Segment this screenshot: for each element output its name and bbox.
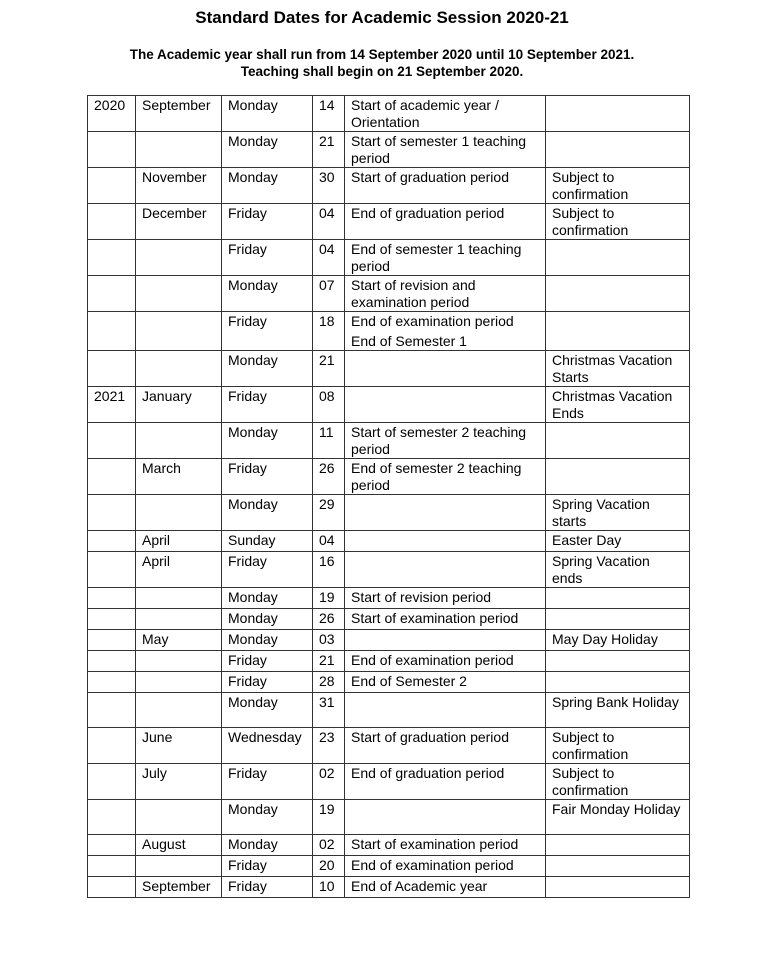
date-cell bbox=[313, 531, 345, 552]
month-text: May bbox=[142, 631, 169, 647]
month-cell bbox=[136, 276, 222, 312]
date-text: 07 bbox=[319, 277, 335, 293]
event-text: Start of semester 1 teaching period bbox=[351, 133, 527, 166]
day-cell bbox=[222, 630, 313, 651]
note-cell bbox=[546, 240, 690, 276]
day-cell bbox=[222, 96, 313, 132]
event-text: Start of revision and examination period bbox=[351, 277, 476, 310]
year-cell bbox=[88, 240, 136, 276]
day-cell bbox=[222, 800, 313, 835]
day-cell bbox=[222, 132, 313, 168]
day-cell bbox=[222, 651, 313, 672]
date-cell bbox=[313, 800, 345, 835]
event-text: End of examination period bbox=[351, 652, 514, 668]
day-text: Monday bbox=[228, 97, 278, 113]
date-cell bbox=[313, 630, 345, 651]
month-cell bbox=[136, 312, 222, 351]
month-cell bbox=[136, 204, 222, 240]
month-cell bbox=[136, 387, 222, 423]
month-text: September bbox=[142, 97, 211, 113]
year-cell bbox=[88, 672, 136, 693]
month-text: January bbox=[142, 388, 192, 404]
year-cell bbox=[88, 877, 136, 898]
event-cell bbox=[345, 240, 546, 276]
table-row bbox=[88, 387, 690, 423]
day-cell bbox=[222, 877, 313, 898]
date-text: 21 bbox=[319, 652, 335, 668]
day-text: Monday bbox=[228, 496, 278, 512]
day-cell bbox=[222, 387, 313, 423]
table-row bbox=[88, 856, 690, 877]
event-cell bbox=[345, 877, 546, 898]
note-cell bbox=[546, 168, 690, 204]
note-cell bbox=[546, 459, 690, 495]
event-cell bbox=[345, 204, 546, 240]
table-row bbox=[88, 531, 690, 552]
note-cell bbox=[546, 800, 690, 835]
month-text: March bbox=[142, 460, 181, 476]
year-cell bbox=[88, 693, 136, 728]
month-cell bbox=[136, 728, 222, 764]
note-cell bbox=[546, 96, 690, 132]
day-text: Friday bbox=[228, 460, 267, 476]
event-cell bbox=[345, 672, 546, 693]
month-cell bbox=[136, 856, 222, 877]
date-text: 21 bbox=[319, 133, 335, 149]
day-text: Friday bbox=[228, 388, 267, 404]
month-cell bbox=[136, 132, 222, 168]
table-row bbox=[88, 764, 690, 800]
day-text: Monday bbox=[228, 424, 278, 440]
date-text: 26 bbox=[319, 610, 335, 626]
date-cell bbox=[313, 552, 345, 588]
month-cell bbox=[136, 651, 222, 672]
note-cell bbox=[546, 351, 690, 387]
event-text-secondary: End of Semester 1 bbox=[351, 332, 467, 349]
day-text: Friday bbox=[228, 652, 267, 668]
date-text: 30 bbox=[319, 169, 335, 185]
event-cell bbox=[345, 588, 546, 609]
intro-line-1: The Academic year shall run from 14 September 2020 until 10 September 2021. bbox=[129, 47, 635, 62]
event-cell bbox=[345, 552, 546, 588]
table-row bbox=[88, 609, 690, 630]
event-text: End of examination period bbox=[351, 313, 514, 329]
date-text: 04 bbox=[319, 532, 335, 548]
note-cell bbox=[546, 387, 690, 423]
event-cell bbox=[345, 800, 546, 835]
date-text: 10 bbox=[319, 878, 335, 894]
date-cell bbox=[313, 423, 345, 459]
event-cell bbox=[345, 728, 546, 764]
note-cell bbox=[546, 728, 690, 764]
day-cell bbox=[222, 693, 313, 728]
year-cell bbox=[88, 459, 136, 495]
note-text: Subject to confirmation bbox=[552, 765, 629, 798]
year-cell bbox=[88, 96, 136, 132]
year-cell bbox=[88, 728, 136, 764]
date-text: 29 bbox=[319, 496, 335, 512]
month-cell bbox=[136, 693, 222, 728]
table-row bbox=[88, 877, 690, 898]
event-cell bbox=[345, 693, 546, 728]
date-text: 14 bbox=[319, 97, 335, 113]
month-cell bbox=[136, 588, 222, 609]
event-cell bbox=[345, 132, 546, 168]
table-row bbox=[88, 240, 690, 276]
day-cell bbox=[222, 240, 313, 276]
note-cell bbox=[546, 877, 690, 898]
note-text: Spring Vacation starts bbox=[552, 496, 650, 529]
day-text: Monday bbox=[228, 589, 278, 605]
year-cell bbox=[88, 630, 136, 651]
date-cell bbox=[313, 609, 345, 630]
year-cell bbox=[88, 204, 136, 240]
day-cell bbox=[222, 351, 313, 387]
event-cell bbox=[345, 764, 546, 800]
table-row bbox=[88, 96, 690, 132]
date-cell bbox=[313, 651, 345, 672]
day-cell bbox=[222, 423, 313, 459]
year-cell bbox=[88, 609, 136, 630]
date-cell bbox=[313, 877, 345, 898]
note-cell bbox=[546, 495, 690, 531]
note-cell bbox=[546, 693, 690, 728]
date-cell bbox=[313, 728, 345, 764]
note-cell bbox=[546, 835, 690, 856]
year-cell bbox=[88, 387, 136, 423]
table-row bbox=[88, 630, 690, 651]
event-cell bbox=[345, 651, 546, 672]
day-text: Monday bbox=[228, 694, 278, 710]
note-cell bbox=[546, 672, 690, 693]
month-cell bbox=[136, 835, 222, 856]
date-cell bbox=[313, 387, 345, 423]
month-cell bbox=[136, 552, 222, 588]
note-cell bbox=[546, 423, 690, 459]
table-row bbox=[88, 132, 690, 168]
date-text: 21 bbox=[319, 352, 335, 368]
date-text: 16 bbox=[319, 553, 335, 569]
date-cell bbox=[313, 96, 345, 132]
day-text: Friday bbox=[228, 857, 267, 873]
event-cell bbox=[345, 835, 546, 856]
day-cell bbox=[222, 531, 313, 552]
date-cell bbox=[313, 693, 345, 728]
note-text: Fair Monday Holiday bbox=[552, 801, 681, 817]
event-cell bbox=[345, 459, 546, 495]
event-text: Start of semester 2 teaching period bbox=[351, 424, 527, 457]
month-cell bbox=[136, 423, 222, 459]
table-row bbox=[88, 423, 690, 459]
day-text: Monday bbox=[228, 277, 278, 293]
date-cell bbox=[313, 168, 345, 204]
day-cell bbox=[222, 856, 313, 877]
event-text: Start of examination period bbox=[351, 836, 519, 852]
month-cell bbox=[136, 96, 222, 132]
event-cell bbox=[345, 168, 546, 204]
month-text: April bbox=[142, 532, 171, 548]
note-text: Christmas Vacation Ends bbox=[552, 388, 673, 421]
day-text: Monday bbox=[228, 610, 278, 626]
note-cell bbox=[546, 531, 690, 552]
day-text: Friday bbox=[228, 673, 267, 689]
month-cell bbox=[136, 877, 222, 898]
day-text: Monday bbox=[228, 169, 278, 185]
document-title: Standard Dates for Academic Session 2020-21 bbox=[195, 8, 569, 27]
table-row bbox=[88, 204, 690, 240]
day-text: Friday bbox=[228, 878, 267, 894]
date-text: 20 bbox=[319, 857, 335, 873]
event-text: End of examination period bbox=[351, 857, 514, 873]
month-cell bbox=[136, 800, 222, 835]
event-text: Start of graduation period bbox=[351, 729, 509, 745]
date-cell bbox=[313, 672, 345, 693]
event-text: Start of academic year / Orientation bbox=[351, 97, 499, 130]
year-cell bbox=[88, 132, 136, 168]
year-text: 2020 bbox=[94, 97, 126, 113]
event-cell bbox=[345, 312, 546, 351]
date-cell bbox=[313, 276, 345, 312]
month-cell bbox=[136, 240, 222, 276]
note-cell bbox=[546, 651, 690, 672]
date-text: 19 bbox=[319, 589, 335, 605]
date-text: 02 bbox=[319, 765, 335, 781]
day-cell bbox=[222, 588, 313, 609]
date-text: 31 bbox=[319, 694, 335, 710]
date-text: 04 bbox=[319, 241, 335, 257]
date-text: 11 bbox=[319, 424, 334, 440]
year-cell bbox=[88, 651, 136, 672]
month-cell bbox=[136, 672, 222, 693]
note-text: Easter Day bbox=[552, 532, 622, 548]
event-cell bbox=[345, 856, 546, 877]
table-row bbox=[88, 552, 690, 588]
event-cell bbox=[345, 96, 546, 132]
day-cell bbox=[222, 764, 313, 800]
table-row bbox=[88, 728, 690, 764]
event-text: Start of graduation period bbox=[351, 169, 509, 185]
note-cell bbox=[546, 609, 690, 630]
table-row bbox=[88, 800, 690, 835]
date-text: 03 bbox=[319, 631, 335, 647]
note-cell bbox=[546, 764, 690, 800]
day-cell bbox=[222, 728, 313, 764]
month-cell bbox=[136, 531, 222, 552]
day-cell bbox=[222, 835, 313, 856]
date-text: 28 bbox=[319, 673, 335, 689]
event-cell bbox=[345, 495, 546, 531]
date-cell bbox=[313, 588, 345, 609]
table-row bbox=[88, 168, 690, 204]
academic-dates-table bbox=[87, 95, 690, 898]
day-text: Monday bbox=[228, 801, 278, 817]
year-text: 2021 bbox=[94, 388, 126, 404]
date-text: 02 bbox=[319, 836, 335, 852]
table-row bbox=[88, 651, 690, 672]
year-cell bbox=[88, 276, 136, 312]
note-text: Subject to confirmation bbox=[552, 169, 629, 202]
month-text: December bbox=[142, 205, 207, 221]
note-cell bbox=[546, 132, 690, 168]
intro-line-2: Teaching shall begin on 21 September 2020. bbox=[240, 64, 524, 79]
month-text: November bbox=[142, 169, 207, 185]
day-cell bbox=[222, 459, 313, 495]
table-row bbox=[88, 588, 690, 609]
month-text: June bbox=[142, 729, 173, 745]
event-cell bbox=[345, 387, 546, 423]
year-cell bbox=[88, 856, 136, 877]
year-cell bbox=[88, 588, 136, 609]
month-cell bbox=[136, 609, 222, 630]
event-text: End of Academic year bbox=[351, 878, 488, 894]
table-row bbox=[88, 459, 690, 495]
table-row bbox=[88, 672, 690, 693]
date-cell bbox=[313, 459, 345, 495]
date-text: 18 bbox=[319, 313, 335, 329]
date-cell bbox=[313, 495, 345, 531]
month-cell bbox=[136, 168, 222, 204]
date-cell bbox=[313, 764, 345, 800]
year-cell bbox=[88, 423, 136, 459]
event-cell bbox=[345, 630, 546, 651]
day-cell bbox=[222, 204, 313, 240]
event-cell bbox=[345, 531, 546, 552]
day-text: Monday bbox=[228, 352, 278, 368]
month-cell bbox=[136, 459, 222, 495]
day-text: Monday bbox=[228, 836, 278, 852]
date-cell bbox=[313, 132, 345, 168]
event-text: End of graduation period bbox=[351, 765, 505, 781]
month-cell bbox=[136, 351, 222, 387]
table-row bbox=[88, 351, 690, 387]
year-cell bbox=[88, 351, 136, 387]
month-text: July bbox=[142, 765, 167, 781]
month-cell bbox=[136, 764, 222, 800]
note-text: May Day Holiday bbox=[552, 631, 658, 647]
day-text: Wednesday bbox=[228, 729, 302, 745]
note-cell bbox=[546, 312, 690, 351]
day-cell bbox=[222, 312, 313, 351]
day-cell bbox=[222, 276, 313, 312]
table-row bbox=[88, 693, 690, 728]
note-cell bbox=[546, 204, 690, 240]
day-text: Friday bbox=[228, 241, 267, 257]
note-text: Spring Bank Holiday bbox=[552, 694, 679, 710]
day-cell bbox=[222, 168, 313, 204]
intro-text bbox=[0, 46, 764, 80]
year-cell bbox=[88, 312, 136, 351]
note-text: Subject to confirmation bbox=[552, 205, 629, 238]
note-cell bbox=[546, 630, 690, 651]
event-text: End of graduation period bbox=[351, 205, 505, 221]
note-cell bbox=[546, 588, 690, 609]
table-row bbox=[88, 495, 690, 531]
note-cell bbox=[546, 276, 690, 312]
table-row bbox=[88, 835, 690, 856]
day-text: Monday bbox=[228, 133, 278, 149]
date-cell bbox=[313, 835, 345, 856]
day-text: Friday bbox=[228, 553, 267, 569]
year-cell bbox=[88, 495, 136, 531]
month-text: August bbox=[142, 836, 186, 852]
table-row bbox=[88, 312, 690, 351]
date-text: 19 bbox=[319, 801, 335, 817]
event-cell bbox=[345, 423, 546, 459]
table-row bbox=[88, 276, 690, 312]
date-cell bbox=[313, 351, 345, 387]
date-cell bbox=[313, 204, 345, 240]
event-text: Start of revision period bbox=[351, 589, 492, 605]
day-cell bbox=[222, 609, 313, 630]
note-text: Spring Vacation ends bbox=[552, 553, 650, 586]
date-text: 08 bbox=[319, 388, 335, 404]
date-text: 04 bbox=[319, 205, 335, 221]
year-cell bbox=[88, 168, 136, 204]
note-cell bbox=[546, 856, 690, 877]
date-cell bbox=[313, 312, 345, 351]
year-cell bbox=[88, 764, 136, 800]
event-text: End of semester 1 teaching period bbox=[351, 241, 522, 274]
day-cell bbox=[222, 672, 313, 693]
month-text: April bbox=[142, 553, 171, 569]
date-text: 26 bbox=[319, 460, 335, 476]
event-text: End of semester 2 teaching period bbox=[351, 460, 522, 493]
month-cell bbox=[136, 630, 222, 651]
year-cell bbox=[88, 835, 136, 856]
day-text: Monday bbox=[228, 631, 278, 647]
note-text: Christmas Vacation Starts bbox=[552, 352, 673, 385]
date-cell bbox=[313, 856, 345, 877]
year-cell bbox=[88, 800, 136, 835]
day-text: Sunday bbox=[228, 532, 276, 548]
event-cell bbox=[345, 609, 546, 630]
event-text: End of Semester 2 bbox=[351, 673, 467, 689]
day-text: Friday bbox=[228, 205, 267, 221]
note-cell bbox=[546, 552, 690, 588]
month-cell bbox=[136, 495, 222, 531]
month-text: September bbox=[142, 878, 211, 894]
date-text: 23 bbox=[319, 729, 335, 745]
day-text: Friday bbox=[228, 765, 267, 781]
year-cell bbox=[88, 531, 136, 552]
note-text: Subject to confirmation bbox=[552, 729, 629, 762]
event-cell bbox=[345, 276, 546, 312]
year-cell bbox=[88, 552, 136, 588]
date-cell bbox=[313, 240, 345, 276]
day-cell bbox=[222, 552, 313, 588]
day-text: Friday bbox=[228, 313, 267, 329]
day-cell bbox=[222, 495, 313, 531]
event-cell bbox=[345, 351, 546, 387]
event-text: Start of examination period bbox=[351, 610, 519, 626]
